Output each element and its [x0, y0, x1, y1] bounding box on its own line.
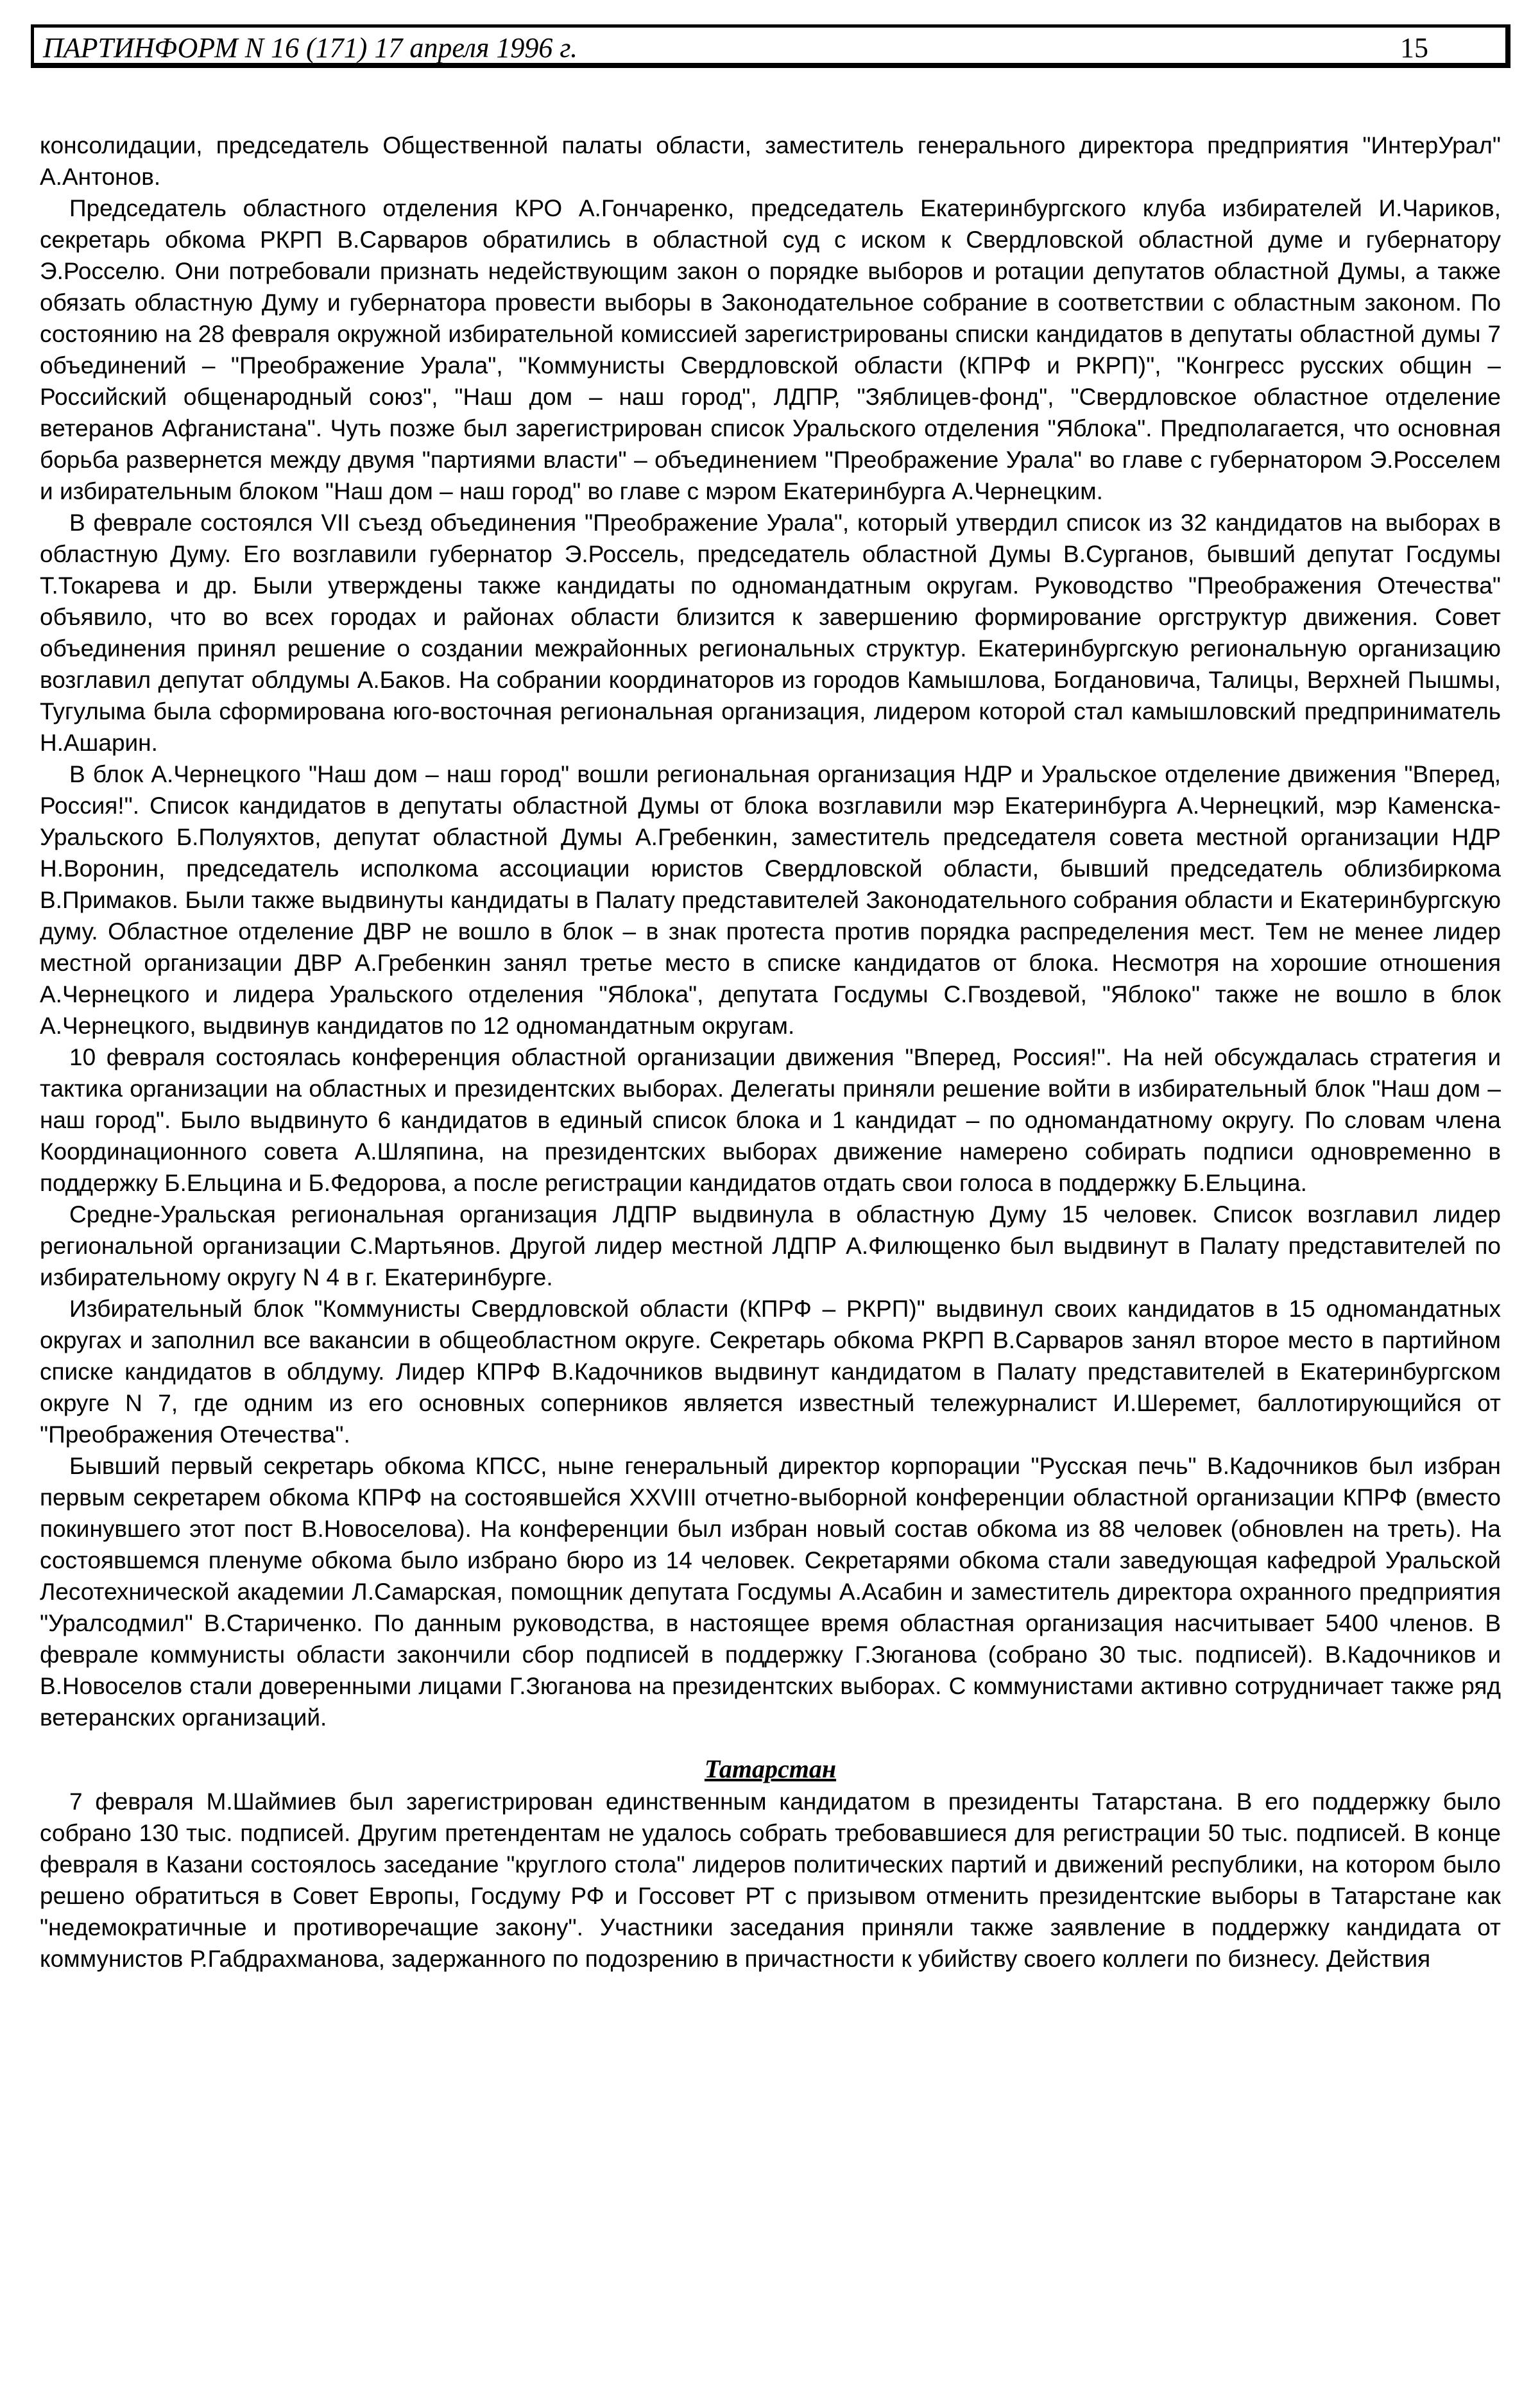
page-header [31, 24, 1510, 68]
article-paragraph: Председатель областного отделения КРО А.Гончаренко, председатель Екатеринбургского клуба избирателей И.Чариков, секретарь обкома РКРП В.Сарваров обратились в областной суд с иском к Свердловской областной думе и губернатору Э.Росселю. Они потребовали признать недействующим закон о порядке выборов и ротации депутатов областной Думы, а также обязать областную Думу и губернатора провести выборы в Законодательное собрание в соответствии с областным законом. По состоянию на 28 февраля окружной избирательной комиссией зарегистрированы списки кандидатов в депутаты областной думы 7 объединений – "Преображение Урала", "Коммунисты Свердловской области (КПРФ и РКРП)", "Конгресс русских общин – Российский общенародный союз", "Наш дом – наш город", ЛДПР, "Зяблицев-фонд", "Свердловское областное отделение ветеранов Афганистана". Чуть позже был зарегистрирован список Уральского отделения "Яблока". Предполагается, что основная борьба развернется между двумя "партиями власти" – объединением "Преображение Урала" во главе с губернатором Э.Росселем и избирательным блоком "Наш дом – наш город" во главе с мэром Екатеринбурга А.Чернецким. [40, 195, 1501, 504]
article-paragraph: консолидации, председатель Общественной палаты области, заместитель генерального директора предприятия "ИнтерУрал" А.Антонов. [40, 132, 1501, 190]
article-paragraph: В блок А.Чернецкого "Наш дом – наш город" вошли региональная организация НДР и Уральское отделение движения "Вперед, Россия!". Список кандидатов в депутаты областной Думы от блока возглавили мэр Екатеринбурга А.Чернецкий, мэр Каменска-Уральского Б.Полуяхтов, депутат областной Думы А.Гребенкин, заместитель председателя совета местной организации НДР Н.Воронин, председатель исполкома ассоциации юристов Свердловской области, бывший председатель облизбиркома В.Примаков. Были также выдвинуты кандидаты в Палату представителей Законодательного собрания области и Екатеринбургскую думу. Областное отделение ДВР не вошло в блок – в знак протеста против порядка распределения мест. Тем не менее лидер местной организации ДВР А.Гребенкин занял третье место в списке кандидатов от блока. Несмотря на хорошие отношения А.Чернецкого и лидера Уральского отделения "Яблока", депутата Госдумы С.Гвоздевой, "Яблоко" также не вошло в блок А.Чернецкого, выдвинув кандидатов по 12 одномандатным округам. [40, 761, 1501, 1039]
article-paragraph: Избирательный блок "Коммунисты Свердловской области (КПРФ – РКРП)" выдвинул своих кандидатов в 15 одномандатных округах и заполнил все вакансии в общеобластном округе. Секретарь обкома РКРП В.Сарваров занял второе место в партийном списке кандидатов в облдуму. Лидер КПРФ В.Кадочников выдвинут кандидатом в Палату представителей в Екатеринбургском округе N 7, где одним из его основных соперников является известный тележурналист И.Шеремет, баллотирующийся от "Преображения Отечества". [40, 1296, 1501, 1448]
page-number: 15 [1400, 32, 1428, 64]
article-paragraph: Бывший первый секретарь обкома КПСС, ныне генеральный директор корпорации "Русская печь" В.Кадочников был избран первым секретарем обкома КПРФ на состоявшейся XXVIII отчетно-выборной конференции областной организации КПРФ (вместо покинувшего этот пост В.Новоселова). На конференции был избран новый состав обкома из 88 человек (обновлен на треть). На состоявшемся пленуме обкома было избрано бюро из 14 человек. Секретарями обкома стали заведующая кафедрой Уральской Лесотехнической академии Л.Самарская, помощник депутата Госдумы А.Асабин и заместитель директора охранного предприятия "Уралсодмил" В.Стариченко. По данным руководства, в настоящее время областная организация насчитывает 5400 членов. В феврале коммунисты области закончили сбор подписей в поддержку Г.Зюганова (собрано 30 тыс. подписей). В.Кадочников и В.Новоселов стали доверенными лицами Г.Зюганова на президентских выборах. С коммунистами активно сотрудничает также ряд ветеранских организаций. [40, 1453, 1501, 1731]
article-paragraph: Средне-Уральская региональная организация ЛДПР выдвинула в областную Думу 15 человек. Список возглавил лидер региональной организации С.Мартьянов. Другой лидер местной ЛДПР А.Филющенко был выдвинут в Палату представителей по избирательному округу N 4 в г. Екатеринбурге. [40, 1201, 1501, 1290]
article-paragraph: В феврале состоялся VII съезд объединения "Преображение Урала", который утвердил список из 32 кандидатов на выборах в областную Думу. Его возглавили губернатор Э.Россель, председатель областной Думы В.Сурганов, бывший депутат Госдумы Т.Токарева и др. Были утверждены также кандидаты по одномандатным округам. Руководство "Преображения Отечества" объявило, что во всех городах и районах области близится к завершению формирование оргструктур движения. Совет объединения принял решение о создании межрайонных региональных структур. Екатеринбургскую региональную организацию возглавил депутат облдумы А.Баков. На собрании координаторов из городов Камышлова, Богдановича, Талицы, Верхней Пышмы, Тугулыма была сформирована юго-восточная региональная организация, лидером которой стал камышловский предприниматель Н.Ашарин. [40, 510, 1501, 756]
section-heading: Татарстан [704, 1754, 837, 1783]
article-body [40, 130, 1501, 1975]
section-paragraph: 7 февраля М.Шаймиев был зарегистрирован единственным кандидатом в президенты Татарстана. В его поддержку было собрано 130 тыс. подписей. Другим претендентам не удалось собрать требовавшиеся для регистрации 50 тыс. подписей. В конце февраля в Казани состоялось заседание "круглого стола" лидеров политических партий и движений республики, на котором было решено обратиться в Совет Европы, Госдуму РФ и Госсовет РТ с призывом отменить президентские выборы в Татарстане как "недемократичные и противоречащие закону". Участники заседания приняли также заявление в поддержку кандидата от коммунистов Р.Габдрахманова, задержанного по подозрению в причастности к убийству своего коллеги по бизнесу. Действия [40, 1788, 1501, 1972]
publication-title: ПАРТИНФОРМ N 16 (171) 17 апреля 1996 г. [43, 32, 578, 64]
article-paragraph: 10 февраля состоялась конференция областной организации движения "Вперед, Россия!". На ней обсуждалась стратегия и тактика организации на областных и президентских выборах. Делегаты приняли решение войти в избирательный блок "Наш дом – наш город". Было выдвинуто 6 кандидатов в единый список блока и 1 кандидат – по одномандатному округу. По словам члена Координационного совета А.Шляпина, на президентских выборах движение намерено собирать подписи одновременно в поддержку Б.Ельцина и Б.Федорова, а после регистрации кандидатов отдать свои голоса в поддержку Б.Ельцина. [40, 1044, 1501, 1196]
